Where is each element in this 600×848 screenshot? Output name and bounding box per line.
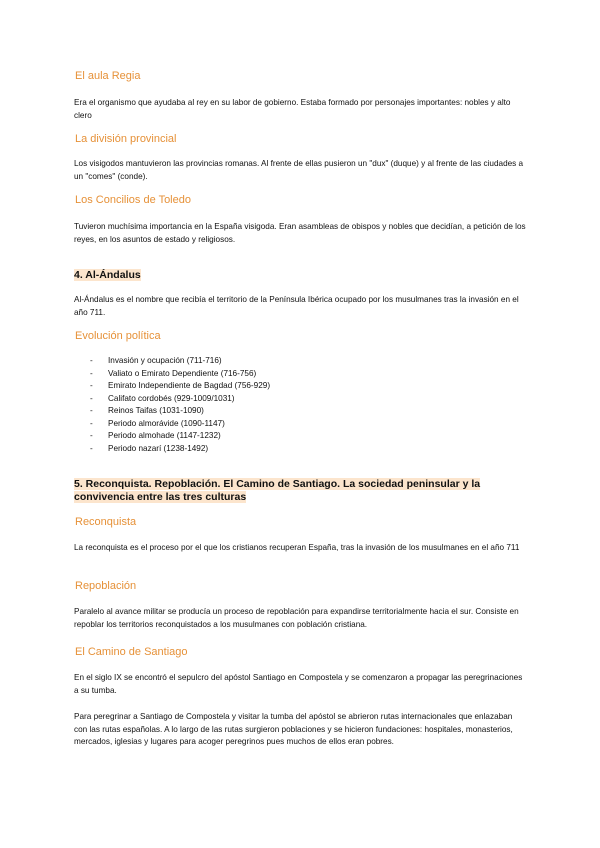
period-label: Invasión y ocupación (711-716)	[108, 356, 222, 365]
list-item	[90, 418, 270, 431]
reconquista-section-heading	[74, 478, 526, 503]
list-dash: -	[90, 381, 93, 390]
period-label: Reinos Taifas (1031-1090)	[108, 406, 204, 415]
reconquista-title: Reconquista	[75, 516, 137, 528]
period-label: Periodo almorávide (1090-1147)	[108, 418, 225, 428]
repoblacion-title: Repoblación	[75, 580, 137, 592]
repoblacion-text: Paralelo al avance militar se producía un proceso de repoblación para expandirse territorialmente hacia el sur. Consiste en repoblar los territorios reconquistados a los musulmanes con población cristiana.	[74, 607, 519, 629]
reconquista-text: La reconquista es el proceso por el que los cristianos recuperan España, tras la invasión de los musulmanes en el año 711	[74, 543, 520, 552]
list-dash: -	[90, 443, 93, 453]
list-item	[90, 368, 270, 381]
list-dash: -	[90, 431, 93, 440]
reconquista-section-heading-text: 5. Reconquista. Repoblación. El Camino de Santiago. La sociedad peninsular y la convivencia entre las tres culturas	[74, 478, 481, 503]
list-item	[90, 355, 270, 368]
list-item	[90, 443, 270, 456]
al-andalus-heading	[74, 269, 141, 282]
camino-santiago-text-2: Para peregrinar a Santiago de Compostela y visitar la tumba del apóstol se abrieron rutas internacionales que enlazaban con las rutas españolas. A lo largo de las rutas surgieron poblaciones y se hicieron fundaciones: hospitales, monasterios, mercados, iglesias y lugares para acoger peregrinos pues muchos de ellos eran pobres.	[74, 712, 513, 746]
list-item	[90, 405, 270, 418]
al-andalus-text: Al-Ándalus es el nombre que recibía el territorio de la Península Ibérica ocupado por los musulmanes tras la invasión en el año 711.	[74, 295, 519, 317]
period-label: Califato cordobés (929-1009/1031)	[108, 393, 235, 403]
aula-regia-title: El aula Regia	[75, 70, 141, 82]
list-item	[90, 430, 270, 443]
list-item	[90, 393, 270, 406]
list-dash: -	[90, 406, 93, 415]
period-label: Periodo nazarí (1238-1492)	[108, 443, 209, 453]
al-andalus-heading-text: 4. Al-Ándalus	[74, 269, 141, 281]
evolucion-politica-title: Evolución política	[75, 330, 161, 342]
list-dash: -	[90, 356, 93, 365]
period-label: Periodo almohade (1147-1232)	[108, 431, 221, 440]
camino-santiago-text-1: En el siglo IX se encontró el sepulcro del apóstol Santiago en Compostela y se comenzaron a propagar las peregrinaciones a su tumba.	[74, 673, 523, 695]
list-dash: -	[90, 368, 93, 378]
list-dash: -	[90, 418, 93, 428]
periods-list	[90, 355, 270, 455]
division-provincial-text: Los visigodos mantuvieron las provincias romanas. Al frente de ellas pusieron un "dux" (duque) y al frente de las ciudades a un "comes" (conde).	[74, 159, 524, 181]
aula-regia-text: Era el organismo que ayudaba al rey en su labor de gobierno. Estaba formado por personajes importantes: nobles y alto clero	[74, 98, 511, 120]
concilios-text: Tuvieron muchísima importancia en la España visigoda. Eran asambleas de obispos y nobles que decidían, a petición de los reyes, en los asuntos de estado y religiosos.	[74, 222, 526, 244]
period-label: Valiato o Emirato Dependiente (716-756)	[108, 368, 257, 378]
list-dash: -	[90, 393, 93, 403]
list-item	[90, 380, 270, 393]
division-provincial-title: La división provincial	[75, 133, 177, 145]
period-label: Emirato Independiente de Bagdad (756-929)	[108, 381, 271, 390]
concilios-title: Los Concilios de Toledo	[75, 194, 191, 206]
camino-santiago-title: El Camino de Santiago	[75, 646, 188, 658]
